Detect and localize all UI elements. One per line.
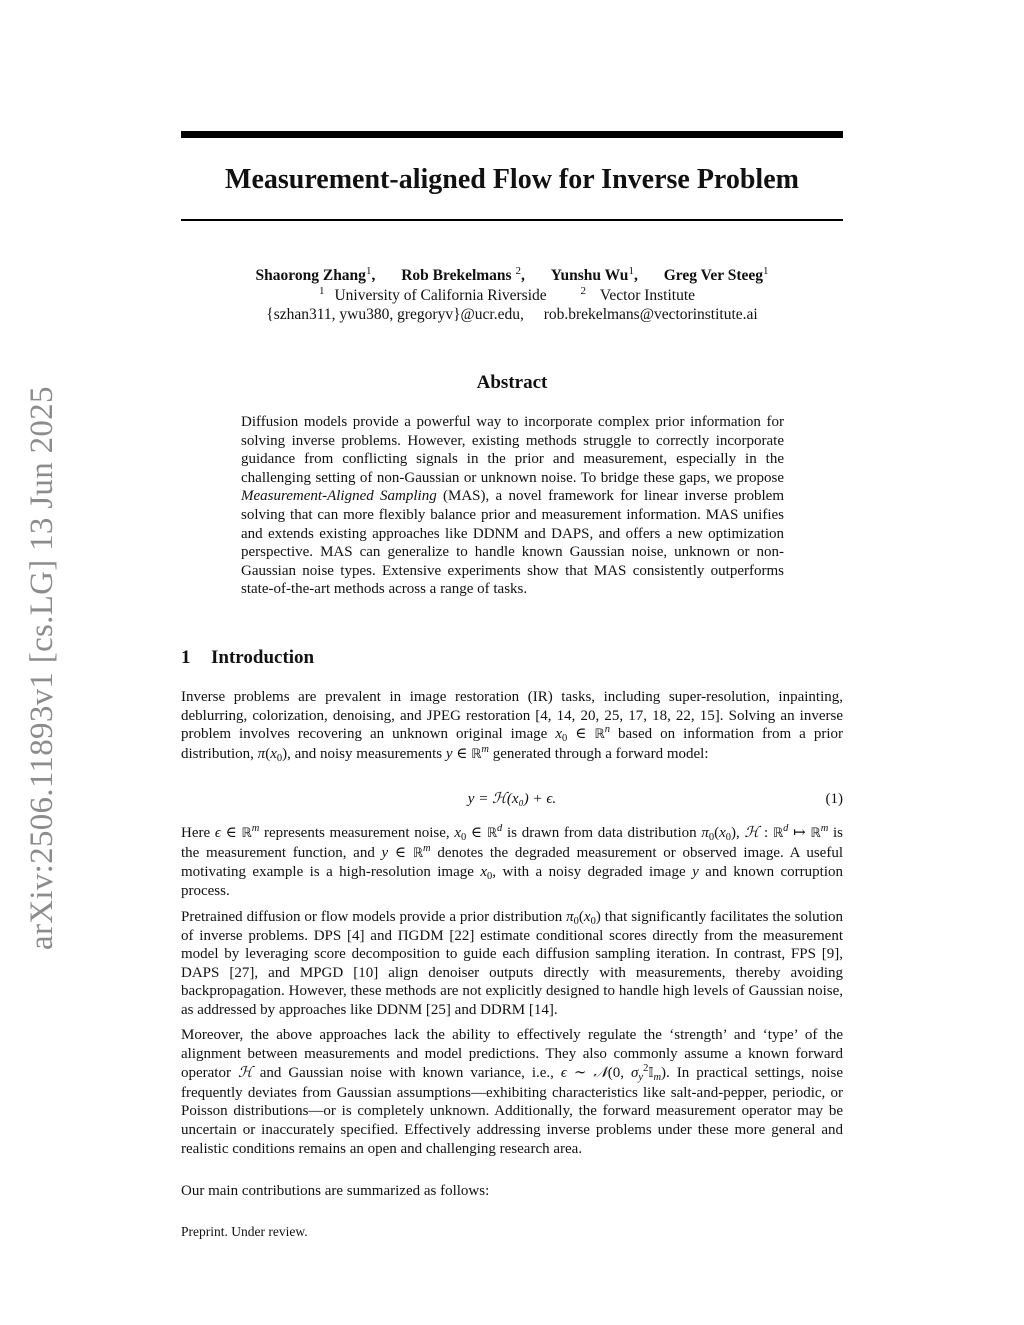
author: Shaorong Zhang$^1$,	[255, 265, 376, 284]
equation-body: y = ℋ(x₀) + ϵ.	[467, 791, 557, 807]
author: Rob Brekelmans $^2$,	[401, 265, 525, 284]
abstract-body: Diffusion models provide a powerful way to incorporate complex prior information for solving inverse problems. However, existing methods struggle to correctly incorporate guidance from conflicting signals in the prior and measurement, especially in the challenging setting of non-Gaussian or unknown noise. To bridge these gaps, we propose Measurement-Aligned Sampling (MAS), a novel framework for linear inverse problem solving that can more flexibly balance prior and measurement information. MAS unifies and extends existing approaches like DDNM and DAPS, and offers a new optimization perspective. MAS can generalize to handle known Gaussian noise, unknown or non-Gaussian noise types. Extensive experiments show that MAS consistently outperforms state-of-the-art methods across a range of tasks.	[241, 414, 784, 598]
paragraph: Moreover, the above approaches lack the ability to effectively regulate the ‘strength’ and ‘type’ of the alignment between measurements and model predictions. They also commonly assume a known forward operator ℋ and Gaussian noise with known variance, i.e., ϵ ∼ 𝒩(0, $\sigma_y^2𝕀_m$). In practical settings, noise frequently deviates from Gaussian assumptions—exhibiting characteristics like salt-and-pepper, periodic, or Poisson distributions—or is completely unknown. Additionally, the forward measurement operator may be uncertain or inaccurately specified. Effectively addressing inverse problems under these more general and realistic conditions remains an open and challenging research area.	[181, 1027, 844, 1157]
equation-number: (1)	[825, 791, 843, 807]
section-heading: 1 Introduction	[181, 647, 315, 668]
title-rule-top	[181, 131, 843, 138]
affiliation: $^2$ Vector Institute	[580, 285, 696, 304]
email[interactable]: rob.brekelmans@vectorinstitute.ai	[543, 306, 758, 323]
paragraph: Pretrained diffusion or flow models provide a prior distribution $\pi_0(x_0)$ that significantly facilitates the solution of inverse problems. DPS [4] and ΠGDM [22] estimate conditional scores directly from the measurement model by leveraging score decomposition to guide each diffusion sampling iteration. In contrast, FPS [9], DAPS [27], and MPGD [10] align denoiser outputs directly with measurements, thereby avoiding backpropagation. However, these methods are not explicitly designed to handle high levels of Gaussian noise, as addressed by approaches like DDNM [25] and DDRM [14].	[181, 909, 843, 1018]
equation	[181, 788, 843, 810]
abstract-heading: Abstract	[476, 372, 548, 393]
author-emails	[181, 304, 843, 326]
paragraph: Our main contributions are summarized as follows:	[181, 1183, 490, 1199]
author: Yunshu Wu$^1$,	[550, 265, 638, 284]
paragraph: Inverse problems are prevalent in image restoration (IR) tasks, including super-resolution, inpainting, deblurring, colorization, denoising, and JPEG restoration [4, 14, 20, 25, 17, 18, 22, 15]. Solving an inverse problem involves recovering an unknown original image $x_0$ ∈ ℝ$^n$ based on information from a prior distribution, $\pi(x_0)$, and noisy measurements y ∈ ℝ$^m$ generated through a forward model:	[181, 689, 844, 764]
footer-note: Preprint. Under review.	[181, 1224, 308, 1239]
email[interactable]: {szhan311, ywu380, gregoryv}@ucr.edu,	[266, 306, 524, 323]
author: Greg Ver Steeg$^1$	[663, 265, 769, 284]
title-rule-bottom	[181, 219, 843, 221]
paper-title: Measurement-aligned Flow for Inverse Problem	[225, 164, 799, 195]
affiliation: $^1$ University of California Riverside	[318, 285, 547, 304]
paragraph: Here ϵ ∈ ℝ$^m$ represents measurement noise, $x_0$ ∈ ℝ$^d$ is drawn from data distribution $\pi_0(x_0)$, ℋ : ℝ$^d$ ↦ ℝ$^m$ is the measurement function, and y ∈ ℝ$^m$ denotes the degraded measurement or observed image. A useful motivating example is a high-resolution image $x_0$, with a noisy degraded image y and known corruption process.	[181, 823, 844, 899]
arxiv-identifier[interactable]: arXiv:2506.11893v1 [cs.LG] 13 Jun 2025	[24, 386, 60, 950]
